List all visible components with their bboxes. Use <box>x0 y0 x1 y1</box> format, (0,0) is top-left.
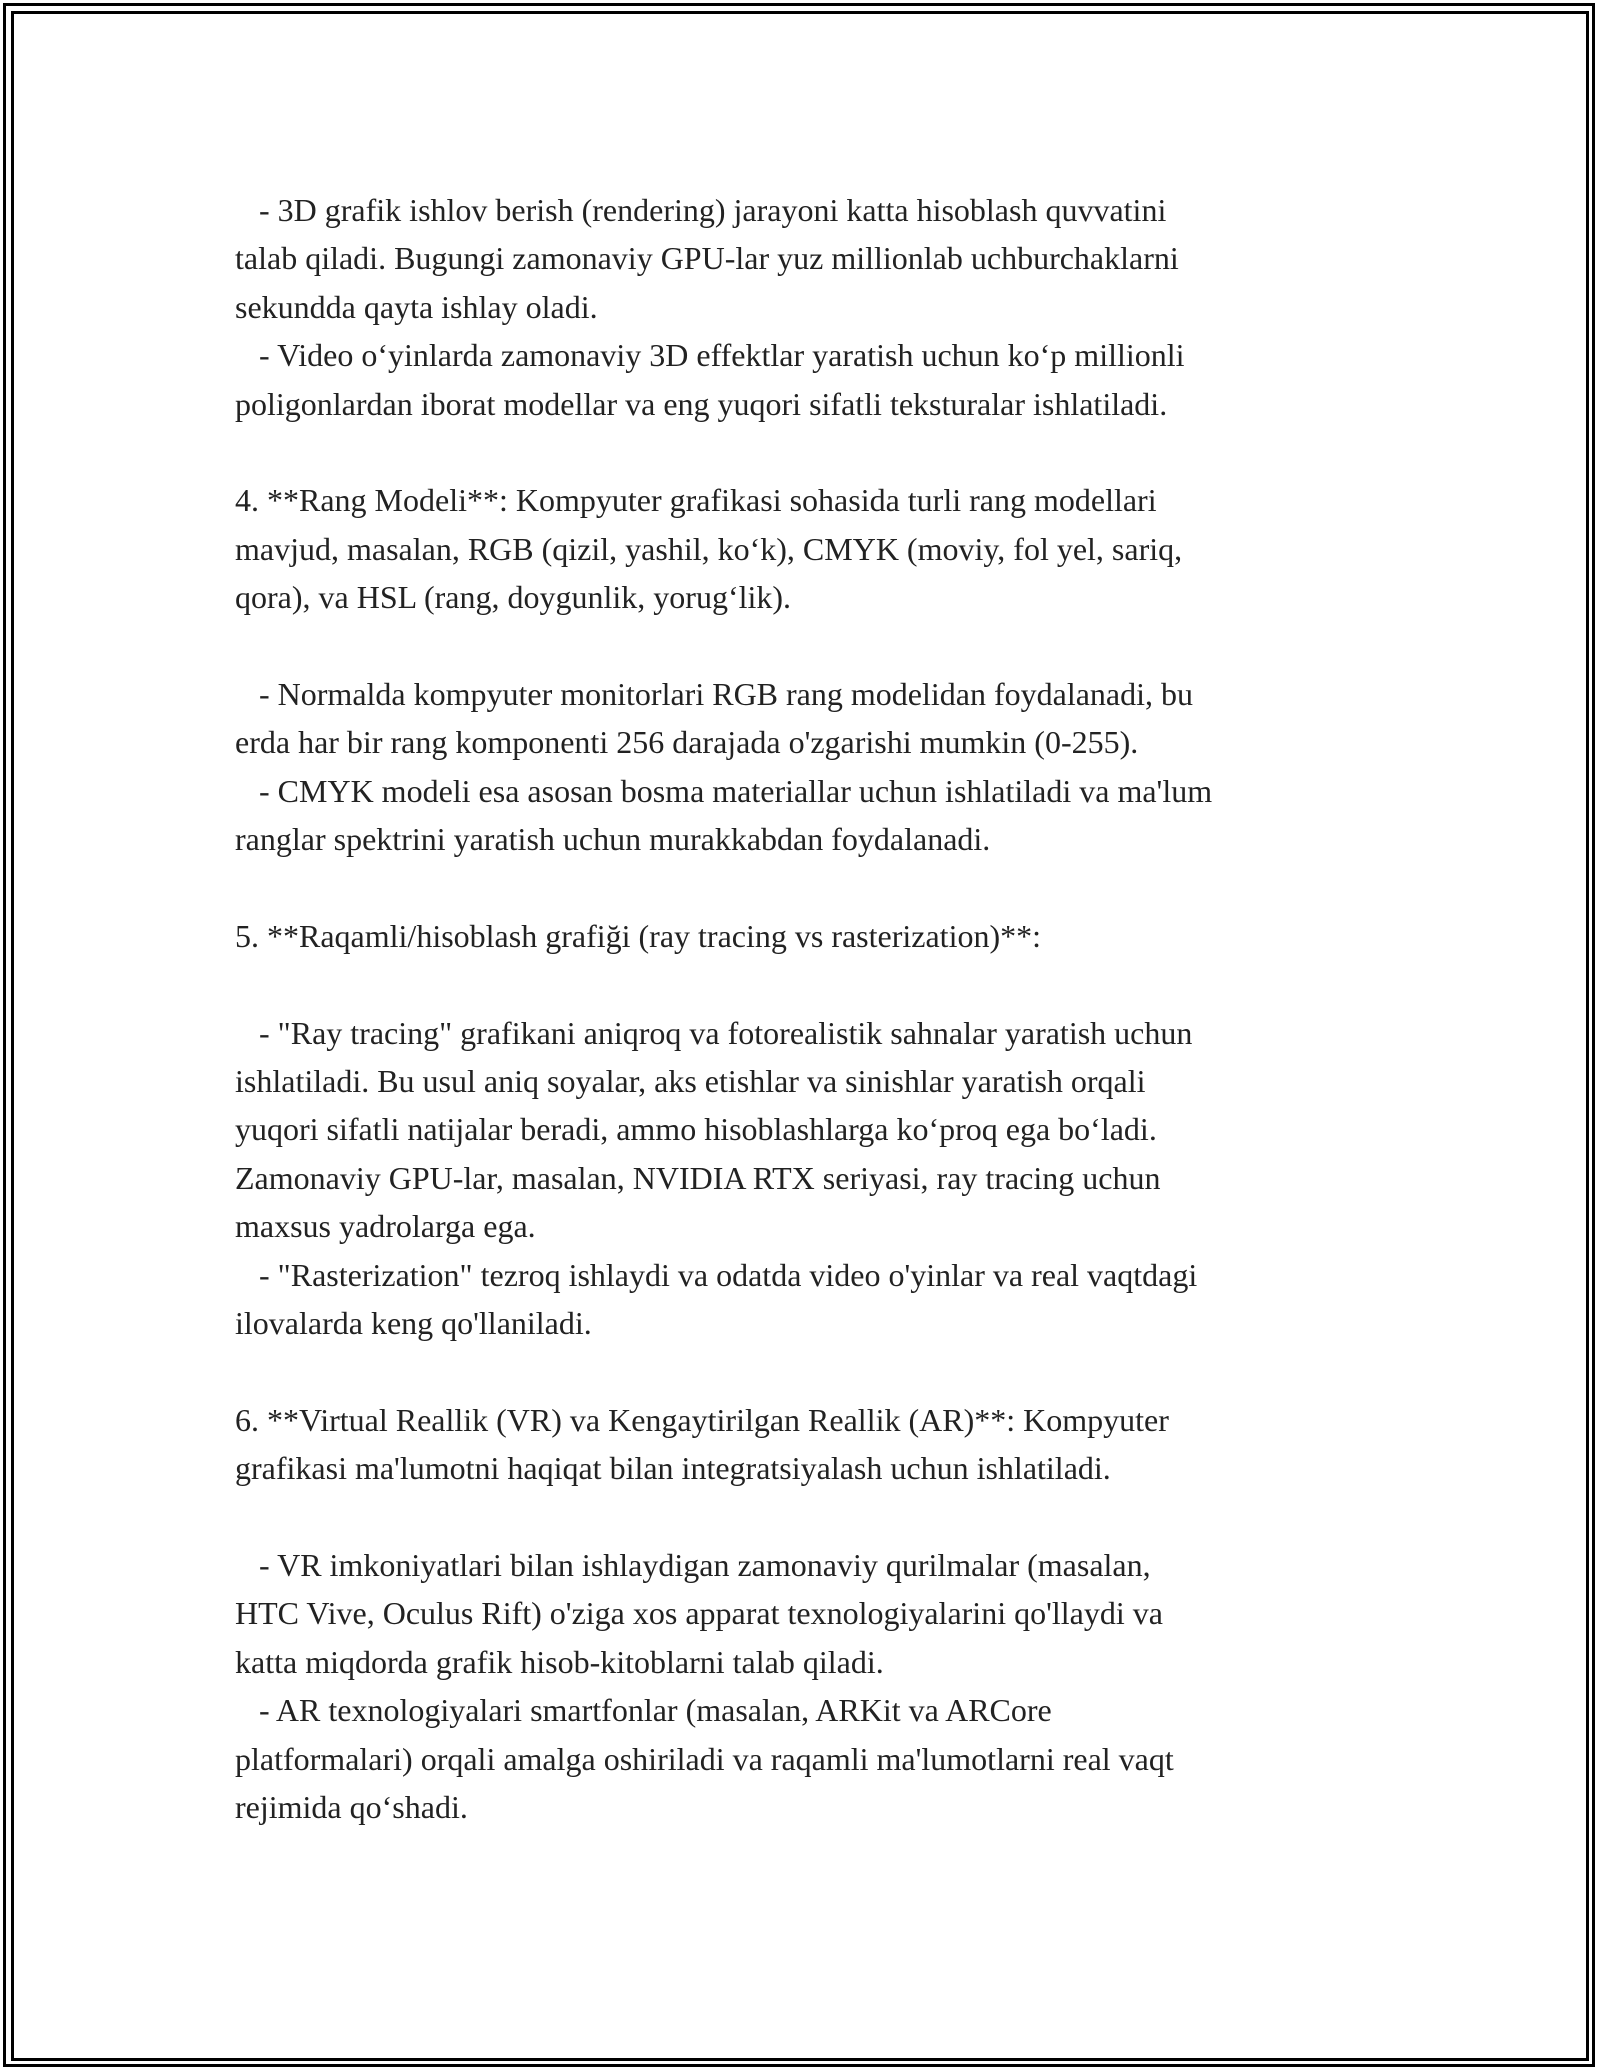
text-line: - Video o‘yinlarda zamonaviy 3D effektlar yaratish uchun ko‘p millionli <box>235 337 1185 374</box>
blank-line <box>235 428 1375 476</box>
blank-line <box>235 863 1375 911</box>
text-line: - VR imkoniyatlari bilan ishlaydigan zamonaviy qurilmalar (masalan, <box>235 1546 1151 1583</box>
text-line: - Normalda kompyuter monitorlari RGB rang modelidan foydalanadi, bu <box>235 675 1193 712</box>
blank-line <box>235 1347 1375 1395</box>
text-line: sekundda qayta ishlay oladi. <box>235 288 598 325</box>
document-body <box>235 186 1375 1831</box>
text-line: - "Ray tracing" grafikani aniqroq va fotorealistik sahnalar yaratish uchun <box>235 1014 1193 1051</box>
text-line: - CMYK modeli esa asosan bosma materiallar uchun ishlatiladi va ma'lum <box>235 772 1213 809</box>
text-line: rejimida qo‘shadi. <box>235 1788 468 1825</box>
text-line: mavjud, masalan, RGB (qizil, yashil, ko‘k), CMYK (moviy, fol yel, sariq, <box>235 530 1183 567</box>
section-heading-line: 4. **Rang Modeli**: Kompyuter grafikasi sohasida turli rang modellari <box>235 482 1157 519</box>
text-line: - AR texnologiyalari smartfonlar (masalan, ARKit va ARCore <box>235 1692 1052 1729</box>
text-line: poligonlardan iborat modellar va eng yuqori sifatli teksturalar ishlatiladi. <box>235 385 1168 422</box>
blank-line <box>235 622 1375 670</box>
text-line: katta miqdorda grafik hisob-kitoblarni talab qiladi. <box>235 1643 884 1680</box>
text-line: HTC Vive, Oculus Rift) o'ziga xos apparat texnologiyalarini qo'llaydi va <box>235 1595 1163 1632</box>
text-line: - "Rasterization" tezroq ishlaydi va odatda video o'yinlar va real vaqtdagi <box>235 1256 1198 1293</box>
text-line: ishlatiladi. Bu usul aniq soyalar, aks etishlar va sinishlar yaratish orqali <box>235 1063 1146 1100</box>
text-line: qora), va HSL (rang, doygunlik, yorug‘lik). <box>235 579 792 616</box>
text-line: - 3D grafik ishlov berish (rendering) jarayoni katta hisoblash quvvatini <box>235 192 1167 228</box>
section-heading-line: 5. **Raqamli/hisoblash grafiği (ray tracing vs rasterization)**: <box>235 917 1041 954</box>
text-line: talab qiladi. Bugungi zamonaviy GPU-lar yuz millionlab uchburchaklarni <box>235 240 1179 277</box>
text-line: yuqori sifatli natijalar beradi, ammo hisoblashlarga ko‘proq ega bo‘ladi. <box>235 1111 1157 1148</box>
section-heading-line: 6. **Virtual Reallik (VR) va Kengaytirilgan Reallik (AR)**: Kompyuter <box>235 1401 1169 1438</box>
blank-line <box>235 1493 1375 1541</box>
text-line: maxsus yadrolarga ega. <box>235 1208 536 1245</box>
blank-line <box>235 960 1375 1008</box>
text-line: ranglar spektrini yaratish uchun murakkabdan foydalanadi. <box>235 821 991 858</box>
text-line: platformalari) orqali amalga oshiriladi va raqamli ma'lumotlarni real vaqt <box>235 1740 1174 1777</box>
text-line: grafikasi ma'lumotni haqiqat bilan integratsiyalash uchun ishlatiladi. <box>235 1450 1111 1487</box>
text-line: Zamonaviy GPU-lar, masalan, NVIDIA RTX seriyasi, ray tracing uchun <box>235 1159 1161 1196</box>
text-line: ilovalarda keng qo'llaniladi. <box>235 1304 592 1341</box>
text-line: erda har bir rang komponenti 256 darajada o'zgarishi mumkin (0-255). <box>235 724 1139 761</box>
